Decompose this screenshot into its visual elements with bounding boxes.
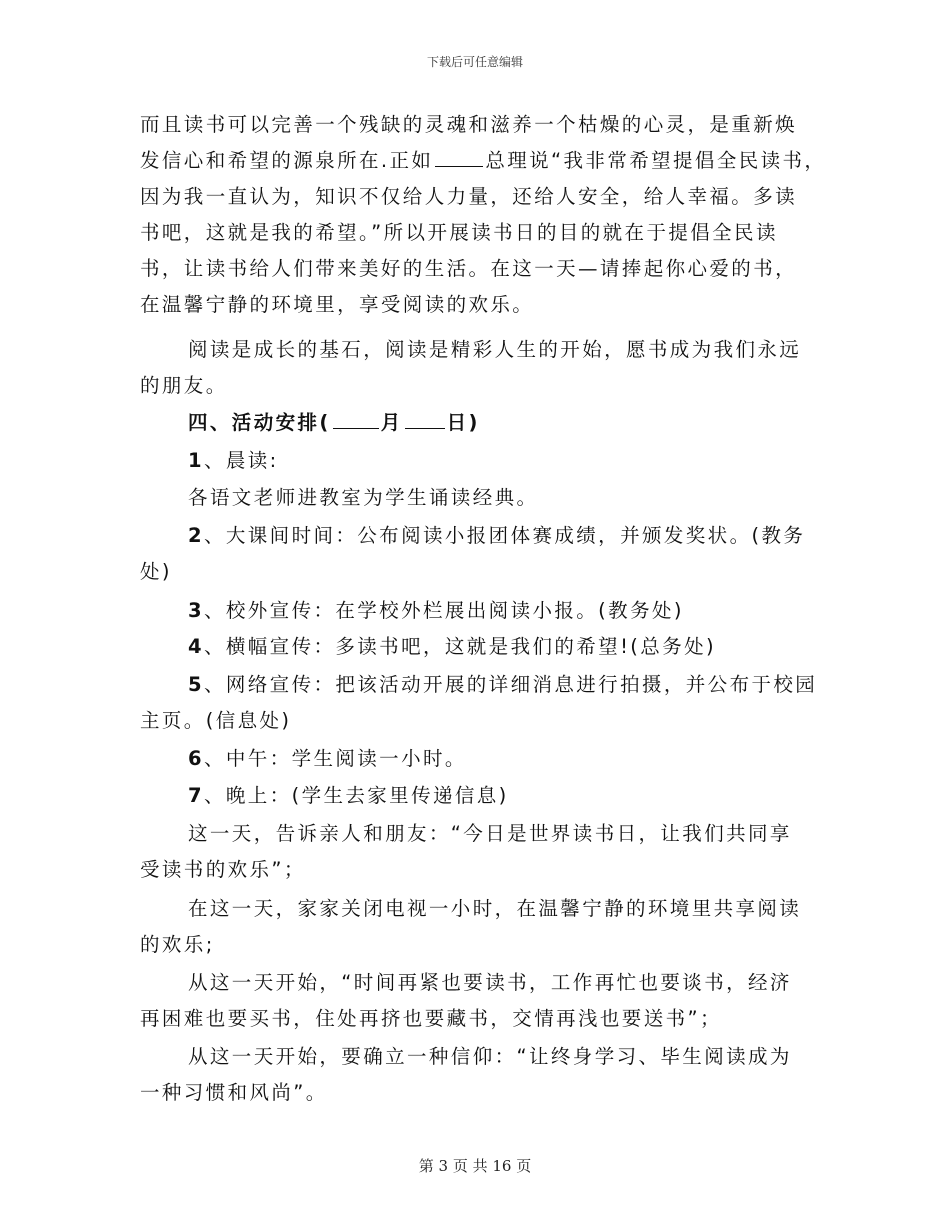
item-text: 、晚上：(学生去家里传递信息)	[203, 784, 509, 807]
paragraph-line: 因为我一直认为，知识不仅给人力量，还给人安全，给人幸福。多读	[140, 185, 798, 208]
list-item	[188, 668, 817, 702]
paragraph-line: 在温馨宁静的环境里，享受阅读的欢乐。	[140, 293, 535, 316]
section-heading	[188, 406, 480, 440]
paragraph-line: 书，让读书给人们带来美好的生活。在这一天—请捧起你心爱的书，	[140, 257, 798, 280]
list-item-continuation: 主页。(信息处)	[140, 709, 292, 732]
item-number: 1	[188, 449, 204, 472]
section-heading-text: 月	[380, 411, 403, 434]
list-item	[188, 594, 684, 628]
page-number: 第 3 页 共 16 页	[418, 1157, 532, 1175]
paragraph-line: 的朋友。	[140, 374, 228, 397]
item-number: 7	[188, 784, 204, 807]
item-number: 5	[188, 673, 204, 696]
day-blank	[405, 406, 445, 429]
paragraph-line: 一种习惯和风尚”。	[140, 1081, 328, 1104]
list-item-continuation: 处)	[140, 560, 172, 583]
paragraph-line: 再困难也要买书，住处再挤也要藏书，交情再浅也要送书”；	[140, 1007, 722, 1030]
item-number: 2	[188, 524, 204, 547]
section-heading-text: 四、活动安排(	[188, 411, 331, 434]
paragraph-line: 书吧，这就是我的希望。”所以开展读书日的目的就在于提倡全民读	[140, 221, 778, 244]
paragraph-line: 在这一天，家家关闭电视一小时，在温馨宁静的环境里共享阅读	[188, 897, 802, 920]
paragraph-line: 而且读书可以完善一个残缺的灵魂和滋养一个枯燥的心灵，是重新焕	[140, 113, 798, 136]
item-number: 6	[188, 747, 204, 770]
paragraph-line	[140, 144, 826, 178]
paragraph-line: 从这一天开始，要确立一种信仰：“让终身学习、毕生阅读成为	[188, 1045, 792, 1068]
paragraph-line: 阅读是成长的基石，阅读是精彩人生的开始，愿书成为我们永远	[188, 338, 802, 361]
paragraph-line: 从这一天开始，“时间再紧也要读书，工作再忙也要谈书，经济	[188, 971, 792, 994]
paragraph-text: 发信心和希望的源泉所在.正如	[140, 149, 434, 172]
list-item	[188, 519, 805, 553]
list-item	[188, 630, 716, 664]
item-text: 、校外宣传：在学校外栏展出阅读小报。(教务处)	[203, 599, 684, 622]
list-item	[188, 444, 279, 478]
section-heading-text: 日)	[446, 411, 480, 434]
item-number: 4	[188, 635, 204, 658]
paragraph-line: 这一天，告诉亲人和朋友：“今日是世界读书日，让我们共同享	[188, 822, 792, 845]
item-text: 、大课间时间：公布阅读小报团体赛成绩，并颁发奖状。(教务	[203, 524, 806, 547]
page-header-note: 下载后可任意编辑	[426, 55, 523, 69]
list-item-body: 各语文老师进教室为学生诵读经典。	[188, 486, 539, 509]
paragraph-text: 总理说“我非常希望提倡全民读书，	[485, 149, 827, 172]
item-number: 3	[188, 599, 204, 622]
paragraph-line: 受读书的欢乐”；	[140, 858, 306, 881]
fill-blank	[435, 144, 483, 167]
list-item	[188, 779, 509, 813]
item-text: 、网络宣传：把该活动开展的详细消息进行拍摄，并公布于校园	[203, 673, 818, 696]
item-text: 、晨读:	[203, 449, 279, 472]
month-blank	[333, 406, 379, 429]
list-item	[188, 742, 467, 776]
item-text: 、中午：学生阅读一小时。	[203, 747, 467, 770]
paragraph-line: 的欢乐;	[140, 933, 215, 956]
item-text: 、横幅宣传：多读书吧，这就是我们的希望!(总务处)	[203, 635, 717, 658]
